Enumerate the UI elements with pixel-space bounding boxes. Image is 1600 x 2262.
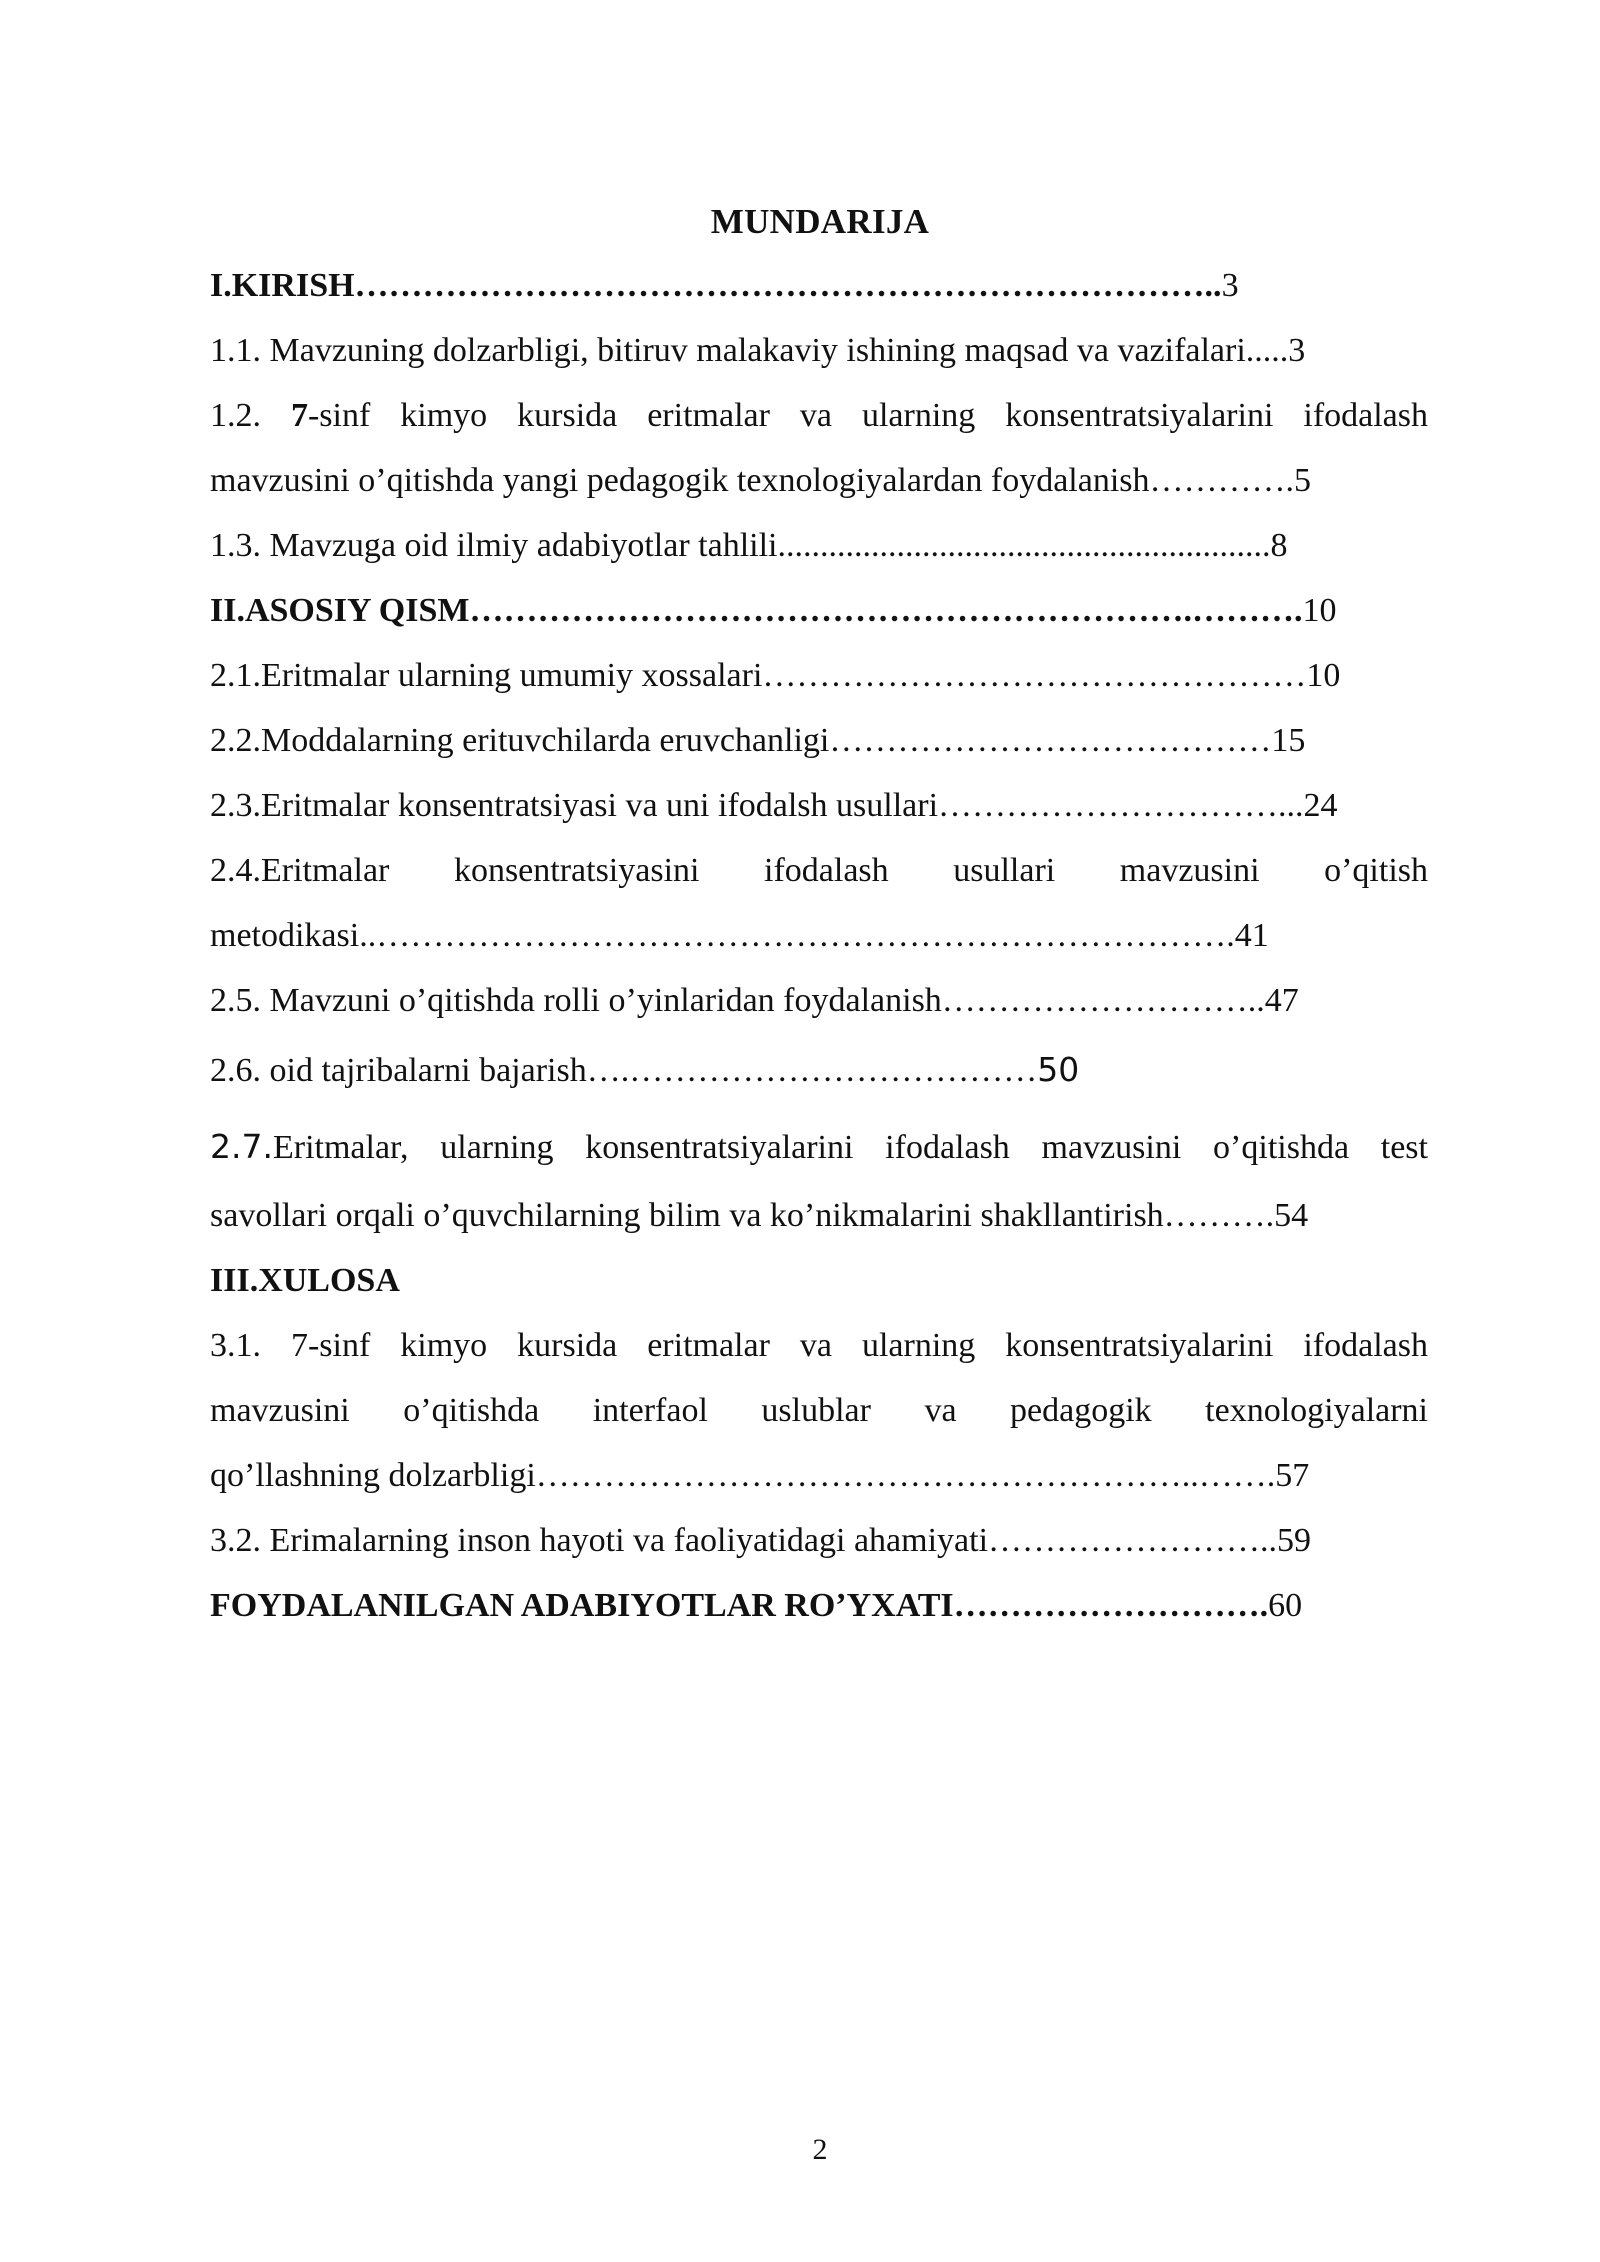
toc-entry-3-1-line3: qo’llashning dolzarbligi…………………………………………………..…….57 (210, 1457, 1310, 1494)
toc-entry-text: II.ASOSIY QISM……………………………………………………….………. (210, 592, 1303, 629)
toc-entry-1-3: 1.3. Mavzuga oid ilmiy adabiyotlar tahlili..........................................................8 (210, 527, 1288, 564)
page-number: 2 (812, 2133, 828, 2166)
toc-entry-2-6 (210, 1046, 1428, 1095)
toc-entry-page: 60 (1268, 1587, 1303, 1624)
toc-entry-page: 3 (1221, 267, 1239, 304)
toc-entry-asosiy-qism (210, 587, 1428, 635)
toc-entry-2-4-line2: metodikasi..………………………………………………………………….41 (210, 917, 1269, 954)
toc-entry-text: FOYDALANILGAN ADABIYOTLAR RO’YXATI………………………. (210, 1587, 1269, 1624)
toc-entry-1-2-line1 (210, 392, 1428, 440)
toc-entry-1-1: 1.1. Mavzuning dolzarbligi, bitiruv malakaviy ishining maqsad va vazifalari.....3 (210, 332, 1306, 369)
toc-entry-grade: 7 (290, 397, 308, 434)
toc-entry-2-2: 2.2.Moddalarning erituvchilarda eruvchanligi…………………………………15 (210, 722, 1306, 759)
toc-entry-2-3: 2.3.Eritmalar konsentratsiyasi va uni ifodalsh usullari…………………………...24 (210, 787, 1338, 824)
toc-entry-page: 10 (1302, 592, 1337, 629)
toc-entry-text: I.KIRISH………………………………………………………………….. (210, 267, 1222, 304)
toc-entry-text: Eritmalar, ularning konsentratsiyalarini ifodalash mavzusini o’qitishda test (272, 1129, 1428, 1166)
toc-entry-2-7-line1 (210, 1123, 1428, 1172)
toc-entry-xulosa: III.XULOSA (210, 1262, 400, 1299)
toc-entry-number: 1.2. (210, 397, 291, 434)
toc-entry-2-5: 2.5. Mavzuni o’qitishda rolli o’yinlaridan foydalanish………………………..47 (210, 982, 1299, 1019)
toc-entry-number: 2.7. (210, 1127, 273, 1166)
toc-entry-kirish (210, 262, 1428, 310)
toc-entry-3-2: 3.2. Erimalarning inson hayoti va faoliyatidagi ahamiyati……………………..59 (210, 1522, 1312, 1559)
toc-entry-page: 50 (1037, 1050, 1080, 1089)
toc-entry-text: 2.6. oid tajribalarni bajarish….……………………………… (210, 1052, 1038, 1089)
toc-entry-adabiyotlar (210, 1582, 1428, 1630)
toc-entry-2-1: 2.1.Eritmalar ularning umumiy xossalari…………………………………………10 (210, 657, 1341, 694)
toc-entry-2-7-line2: savollari orqali o’quvchilarning bilim va ko’nikmalarini shakllantirish……….54 (210, 1197, 1309, 1234)
toc-entry-1-2-line2: mavzusini o’qitishda yangi pedagogik texnologiyalardan foydalanish………….5 (210, 462, 1311, 499)
toc-entry-text: -sinf kimyo kursida eritmalar va ularning konsentratsiyalarini ifodalash (307, 397, 1428, 434)
toc-entry-2-4-line1: 2.4.Eritmalar konsentratsiyasini ifodalash usullari mavzusini o’qitish (210, 852, 1428, 889)
toc-entry-3-1-line1: 3.1. 7-sinf kimyo kursida eritmalar va ularning konsentratsiyalarini ifodalash (210, 1327, 1428, 1364)
toc-title: MUNDARIJA (710, 202, 930, 241)
toc-entry-3-1-line2: mavzusini o’qitishda interfaol uslublar va pedagogik texnologiyalarni (210, 1392, 1428, 1429)
